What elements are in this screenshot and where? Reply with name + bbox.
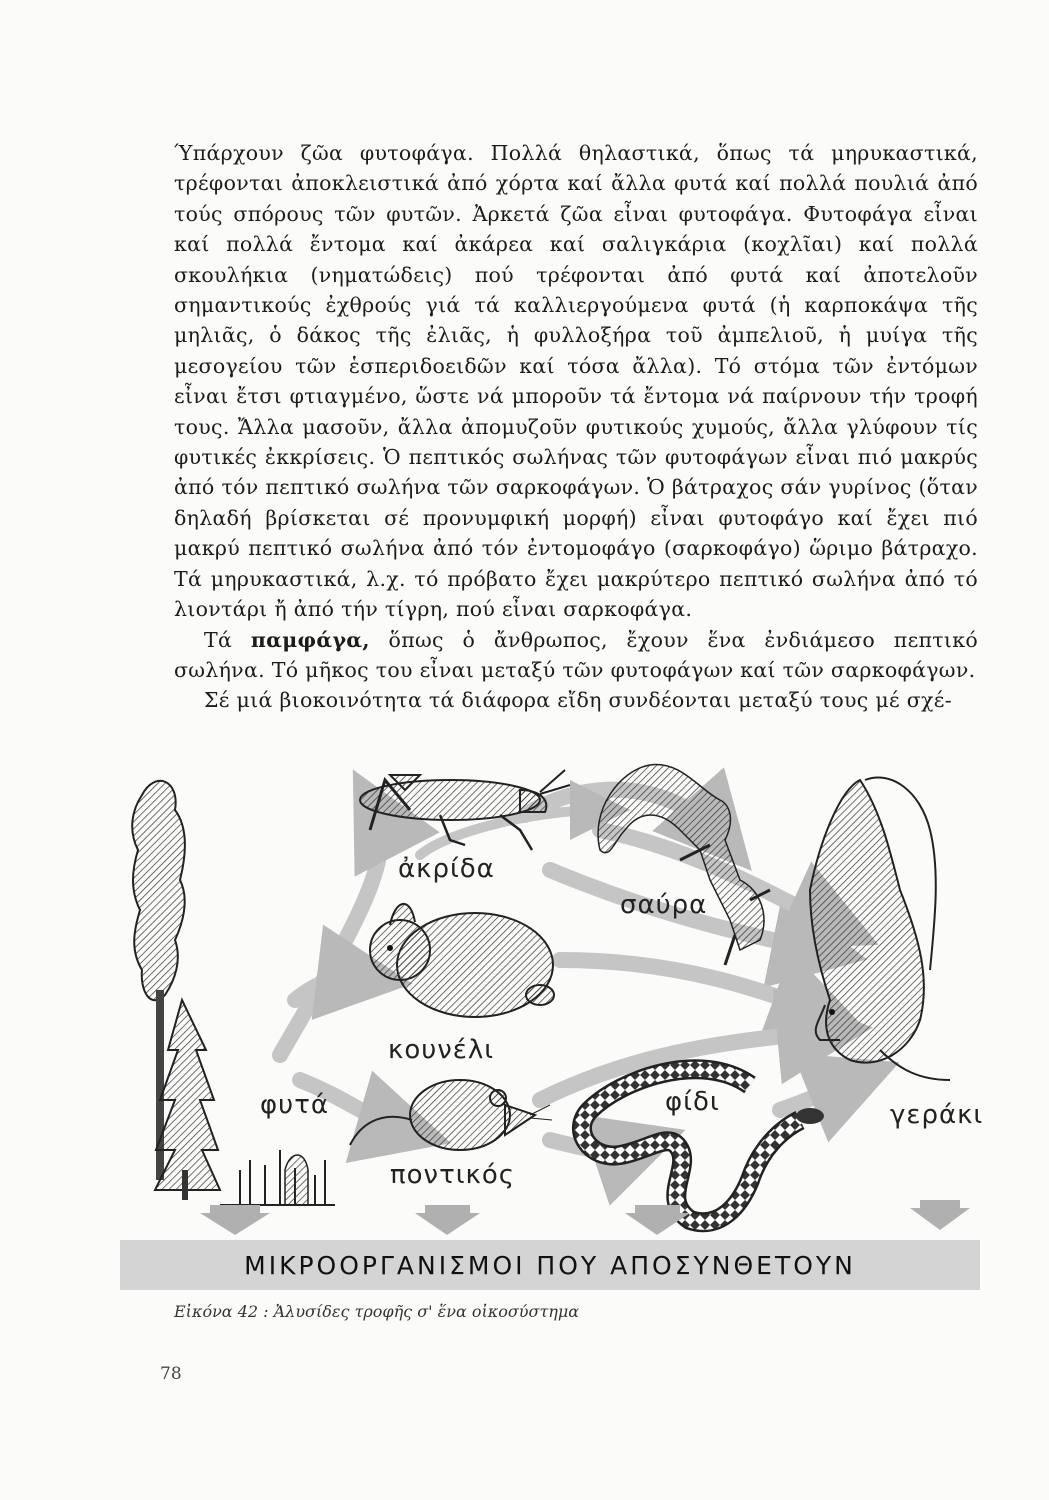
- label-locust: ἀκρίδα: [398, 854, 495, 884]
- label-rabbit: κουνέλι: [388, 1035, 495, 1065]
- lizard-icon: [598, 764, 770, 965]
- down-arrow-mouse: [415, 1205, 480, 1235]
- rabbit-icon: [370, 904, 554, 1017]
- paragraph-2-end: ὅπως ὁ ἄνθρωπος, ἔχουν ἕνα ἐνδιάμεσο πεπτικό σωλήνα. Τό μῆκος του εἶναι μεταξύ τῶν φυτοφάγων καί τῶν σαρκοφάγων.: [174, 627, 978, 682]
- figure-caption: Εἰκόνα 42 : Ἀλυσίδες τροφῆς σ' ἕνα οἰκοσύστημα: [174, 1302, 580, 1321]
- paragraph-2-start: Τά: [204, 627, 251, 652]
- label-snake: φίδι: [665, 1087, 720, 1117]
- food-chain-illustration: [120, 750, 980, 1250]
- down-arrow-plants: [200, 1205, 270, 1235]
- arrow-rabbit-to-hawk: [560, 960, 820, 1012]
- term-omnivores: παμφάγα,: [250, 627, 370, 652]
- label-mouse: ποντικός: [390, 1160, 516, 1190]
- label-lizard: σαύρα: [620, 890, 708, 920]
- arrow-plants-to-locust: [280, 812, 381, 1055]
- arrow-plants-to-rabbit: [295, 977, 365, 1000]
- feeding-arrows: [280, 790, 855, 1151]
- body-text: [174, 138, 978, 716]
- page-number: 78: [160, 1364, 182, 1384]
- paragraph-2: [174, 625, 978, 686]
- decomposers-banner-text: ΜΙΚΡΟΟΡΓΑΝΙΣΜΟΙ ΠΟΥ ΑΠΟΣΥΝΘΕΤΟΥΝ: [244, 1250, 856, 1280]
- decomposers-banner: [120, 1240, 980, 1290]
- locust-icon: [360, 770, 570, 850]
- label-plants: φυτά: [260, 1090, 329, 1120]
- hawk-icon: [810, 777, 950, 1080]
- arrow-snake-to-hawk: [780, 1080, 855, 1110]
- paragraph-1: Ύπάρχουν ζῶα φυτοφάγα. Πολλά θηλαστικά, ὅπως τά μηρυκαστικά, τρέφονται ἀποκλειστικά ἀπό χόρτα καί ἄλλα φυτά καί πολλά πουλιά ἀπό τούς σπόρους τῶν φυτῶν. Ἀρκετά ζῶα εἶναι φυτοφάγα. Φυτοφάγα εἶναι καί πολλά ἔντομα καί ἀκάρεα καί σαλιγκάρια (κοχλῖαι) καί πολλά σκουλήκια (νηματώδεις) πού τρέφονται ἀπό φυτά καί ἀποτελοῦν σημαντικούς ἐχθρούς γιά τά καλλιεργούμενα φυτά (ἡ καρποκάψα τῆς μηλιᾶς, ὁ δάκος τῆς ἐλιᾶς, ἡ φυλλοξήρα τοῦ ἀμπελιοῦ, ἡ μυίγα τῆς μεσογείου τῶν ἑσπεριδοειδῶν καί τόσα ἄλλα). Τό στόμα τῶν ἐντόμων εἶναι ἔτσι φτιαγμένο, ὥστε νά μποροῦν τά ἔντομα νά παίρνουν τήν τροφή τους. Ἄλλα μασοῦν, ἄλλα ἀπομυζοῦν φυτικούς χυμούς, ἄλλα γλύφουν τίς φυτικές ἐκκρίσεις. Ὁ πεπτικός σωλήνας τῶν φυτοφάγων εἶναι πιό μακρύς ἀπό τόν πεπτικό σωλήνα τῶν σαρκοφάγων. Ὁ βάτραχος σάν γυρίνος (ὅταν δηλαδή βρίσκεται σέ προνυμφική μορφή) εἶναι φυτοφάγο καί ἔχει πιό μακρύ πεπτικό σωλήνα ἀπό τόν ἐντομοφάγο (σαρκοφάγο) ὥριμο βάτραχο. Τά μηρυκαστικά, λ.χ. τό πρόβατο ἔχει μακρύτερο πεπτικό σωλήνα ἀπό τό λιοντάρι ἤ ἀπό τήν τίγρη, πού εἶναι σαρκοφάγα.: [174, 141, 978, 622]
- food-chain-figure: [120, 750, 984, 1310]
- down-arrow-hawk: [910, 1200, 970, 1230]
- paragraph-3: Σέ μιά βιοκοινότητα τά διάφορα εἴδη συνδέονται μεταξύ τους μέ σχέ-: [204, 688, 952, 713]
- label-hawk: γεράκι: [890, 1100, 984, 1130]
